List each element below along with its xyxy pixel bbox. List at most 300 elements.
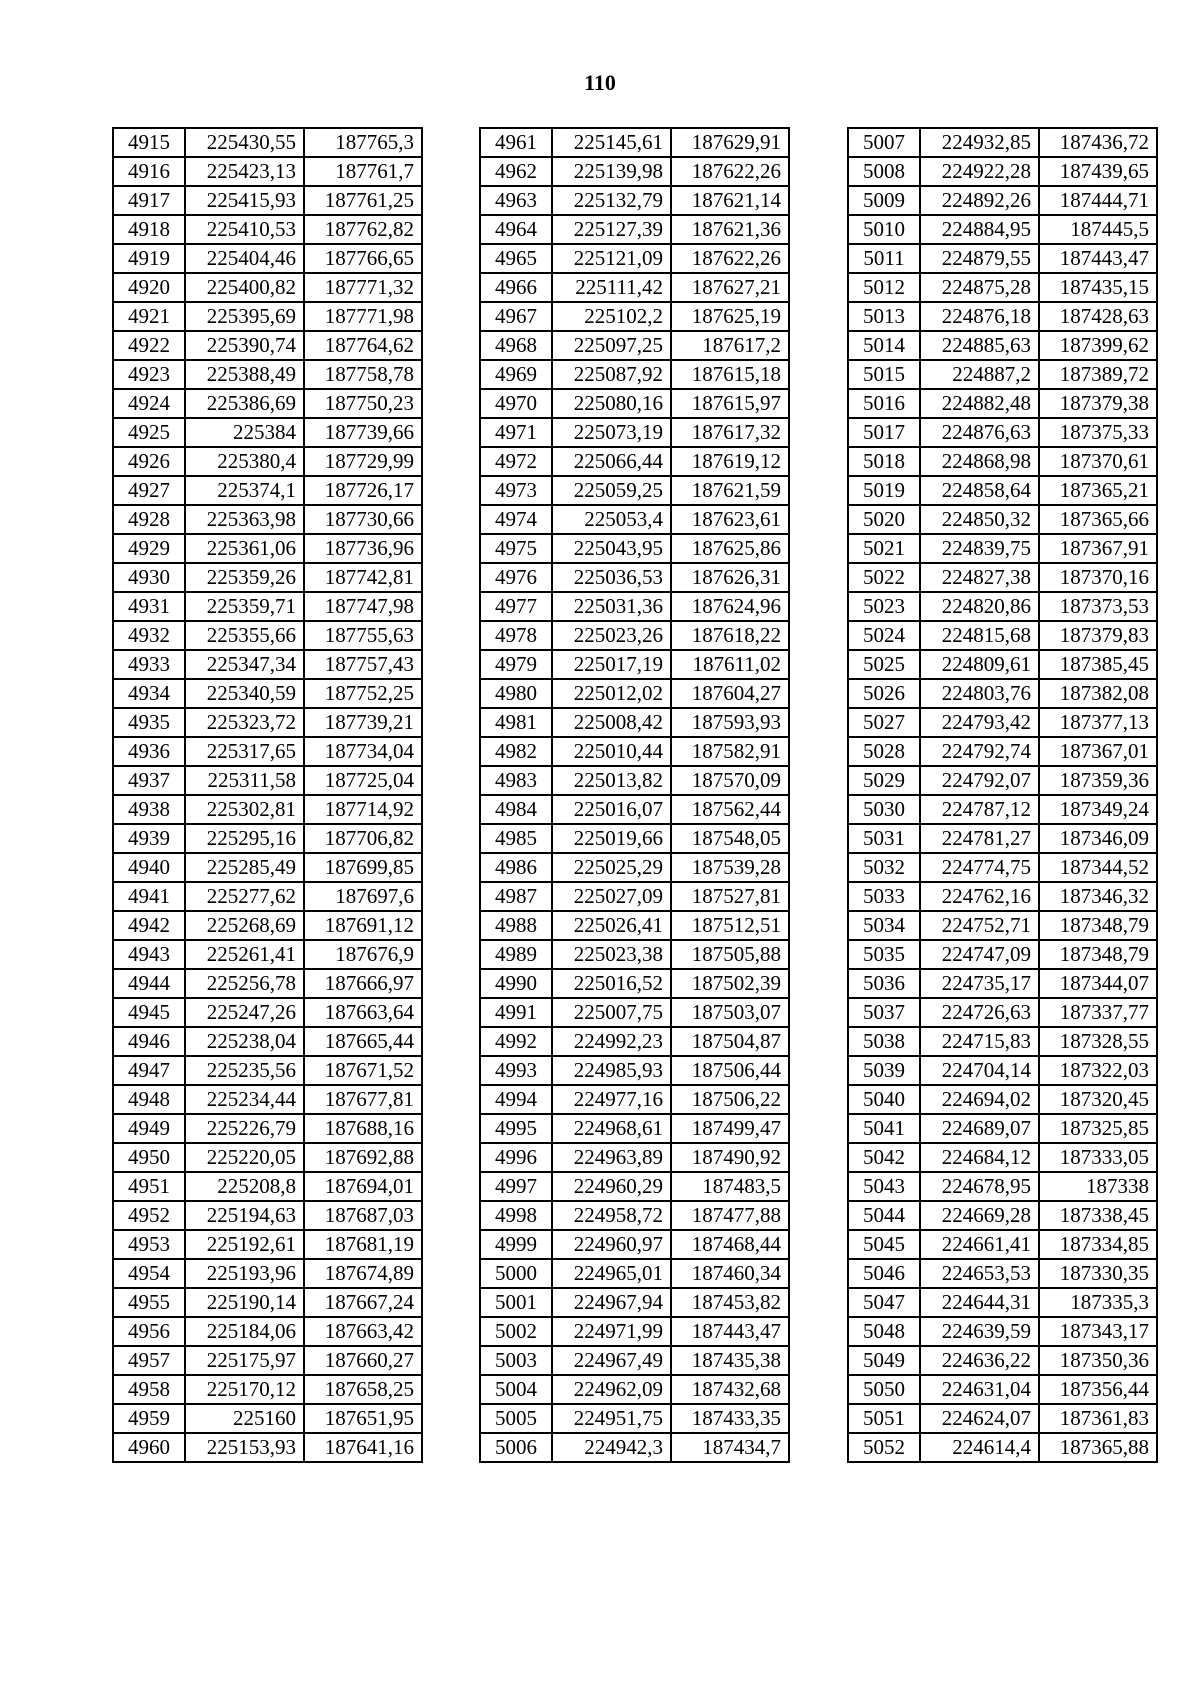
x-coordinate-cell: 225097,25 [552,331,671,360]
x-coordinate-cell: 224960,29 [552,1172,671,1201]
x-coordinate-cell: 225111,42 [552,273,671,302]
y-coordinate-cell: 187622,26 [671,244,789,273]
table-row [848,273,1157,302]
y-coordinate-cell: 187499,47 [671,1114,789,1143]
table-row [848,1317,1157,1346]
table-row [848,360,1157,389]
y-coordinate-cell: 187625,19 [671,302,789,331]
y-coordinate-cell: 187365,88 [1039,1433,1157,1462]
point-number-cell: 4917 [113,186,185,215]
point-number-cell: 5043 [848,1172,920,1201]
y-coordinate-cell: 187539,28 [671,853,789,882]
table-row [480,1027,789,1056]
point-number-cell: 4953 [113,1230,185,1259]
x-coordinate-cell: 225256,78 [185,969,304,998]
x-coordinate-cell: 225340,59 [185,679,304,708]
x-coordinate-cell: 224704,14 [920,1056,1039,1085]
point-number-cell: 5032 [848,853,920,882]
table-row [480,1230,789,1259]
x-coordinate-cell: 225359,71 [185,592,304,621]
table-row [113,215,422,244]
table-row [113,911,422,940]
point-number-cell: 4940 [113,853,185,882]
point-number-cell: 5005 [480,1404,552,1433]
table-row [480,766,789,795]
y-coordinate-cell: 187359,36 [1039,766,1157,795]
point-number-cell: 4927 [113,476,185,505]
point-number-cell: 5011 [848,244,920,273]
table-row [848,1143,1157,1172]
point-number-cell: 4997 [480,1172,552,1201]
point-number-cell: 4970 [480,389,552,418]
x-coordinate-cell: 225317,65 [185,737,304,766]
x-coordinate-cell: 224653,53 [920,1259,1039,1288]
y-coordinate-cell: 187435,38 [671,1346,789,1375]
point-number-cell: 4947 [113,1056,185,1085]
x-coordinate-cell: 225194,63 [185,1201,304,1230]
table-row [113,273,422,302]
point-number-cell: 4934 [113,679,185,708]
point-number-cell: 4968 [480,331,552,360]
x-coordinate-cell: 225380,4 [185,447,304,476]
table-row [113,1143,422,1172]
point-number-cell: 4915 [113,128,185,157]
point-number-cell: 4996 [480,1143,552,1172]
y-coordinate-cell: 187328,55 [1039,1027,1157,1056]
x-coordinate-cell: 225139,98 [552,157,671,186]
x-coordinate-cell: 225026,41 [552,911,671,940]
x-coordinate-cell: 225386,69 [185,389,304,418]
point-number-cell: 5030 [848,795,920,824]
table-row [480,1201,789,1230]
x-coordinate-cell: 225013,82 [552,766,671,795]
y-coordinate-cell: 187346,09 [1039,824,1157,853]
x-coordinate-cell: 225036,53 [552,563,671,592]
table-row [113,1027,422,1056]
y-coordinate-cell: 187758,78 [304,360,422,389]
y-coordinate-cell: 187726,17 [304,476,422,505]
x-coordinate-cell: 225415,93 [185,186,304,215]
table-row [480,998,789,1027]
table-row [480,534,789,563]
x-coordinate-cell: 225087,92 [552,360,671,389]
table-row [848,766,1157,795]
table-row [848,650,1157,679]
y-coordinate-cell: 187617,32 [671,418,789,447]
table-row [113,969,422,998]
y-coordinate-cell: 187681,19 [304,1230,422,1259]
point-number-cell: 5019 [848,476,920,505]
x-coordinate-cell: 224787,12 [920,795,1039,824]
point-number-cell: 5047 [848,1288,920,1317]
x-coordinate-cell: 225311,58 [185,766,304,795]
y-coordinate-cell: 187346,32 [1039,882,1157,911]
table-row [848,476,1157,505]
y-coordinate-cell: 187483,5 [671,1172,789,1201]
table-row [848,331,1157,360]
x-coordinate-cell: 224951,75 [552,1404,671,1433]
point-number-cell: 5027 [848,708,920,737]
point-number-cell: 4984 [480,795,552,824]
x-coordinate-cell: 225400,82 [185,273,304,302]
y-coordinate-cell: 187641,16 [304,1433,422,1462]
point-number-cell: 4960 [113,1433,185,1462]
point-number-cell: 4941 [113,882,185,911]
y-coordinate-cell: 187771,98 [304,302,422,331]
y-coordinate-cell: 187435,15 [1039,273,1157,302]
y-coordinate-cell: 187752,25 [304,679,422,708]
y-coordinate-cell: 187593,93 [671,708,789,737]
point-number-cell: 4959 [113,1404,185,1433]
point-number-cell: 4921 [113,302,185,331]
table-row [848,708,1157,737]
point-number-cell: 4987 [480,882,552,911]
point-number-cell: 5042 [848,1143,920,1172]
table-row [848,882,1157,911]
x-coordinate-cell: 225235,56 [185,1056,304,1085]
x-coordinate-cell: 225404,46 [185,244,304,273]
table-row [848,186,1157,215]
point-number-cell: 4932 [113,621,185,650]
table-row [480,737,789,766]
x-coordinate-cell: 224985,93 [552,1056,671,1085]
x-coordinate-cell: 224868,98 [920,447,1039,476]
table-row [480,1143,789,1172]
point-number-cell: 5007 [848,128,920,157]
x-coordinate-cell: 224792,74 [920,737,1039,766]
x-coordinate-cell: 224968,61 [552,1114,671,1143]
x-coordinate-cell: 225023,38 [552,940,671,969]
y-coordinate-cell: 187337,77 [1039,998,1157,1027]
y-coordinate-cell: 187377,13 [1039,708,1157,737]
table-row [113,505,422,534]
point-number-cell: 4930 [113,563,185,592]
point-number-cell: 5017 [848,418,920,447]
table-row [480,1172,789,1201]
point-number-cell: 5029 [848,766,920,795]
table-row [848,389,1157,418]
y-coordinate-cell: 187477,88 [671,1201,789,1230]
table-row [113,708,422,737]
point-number-cell: 5039 [848,1056,920,1085]
table-row [113,940,422,969]
table-row [113,1114,422,1143]
point-number-cell: 5003 [480,1346,552,1375]
point-number-cell: 4981 [480,708,552,737]
point-number-cell: 5020 [848,505,920,534]
coordinates-table-2 [479,127,790,1463]
y-coordinate-cell: 187750,23 [304,389,422,418]
y-coordinate-cell: 187505,88 [671,940,789,969]
table-row [848,1375,1157,1404]
y-coordinate-cell: 187434,7 [671,1433,789,1462]
y-coordinate-cell: 187734,04 [304,737,422,766]
point-number-cell: 4944 [113,969,185,998]
table-row [113,1172,422,1201]
point-number-cell: 4978 [480,621,552,650]
x-coordinate-cell: 225226,79 [185,1114,304,1143]
x-coordinate-cell: 225016,07 [552,795,671,824]
point-number-cell: 5022 [848,563,920,592]
point-number-cell: 4961 [480,128,552,157]
x-coordinate-cell: 225007,75 [552,998,671,1027]
x-coordinate-cell: 225361,06 [185,534,304,563]
table-row [480,1433,789,1462]
table-row [848,1230,1157,1259]
point-number-cell: 5052 [848,1433,920,1462]
table-row [848,969,1157,998]
x-coordinate-cell: 224639,59 [920,1317,1039,1346]
point-number-cell: 4928 [113,505,185,534]
x-coordinate-cell: 224644,31 [920,1288,1039,1317]
x-coordinate-cell: 224803,76 [920,679,1039,708]
x-coordinate-cell: 224876,18 [920,302,1039,331]
y-coordinate-cell: 187361,83 [1039,1404,1157,1433]
table-row [113,1259,422,1288]
table-row [848,302,1157,331]
point-number-cell: 5012 [848,273,920,302]
y-coordinate-cell: 187506,22 [671,1085,789,1114]
table-row [480,476,789,505]
table-row [113,360,422,389]
point-number-cell: 5001 [480,1288,552,1317]
x-coordinate-cell: 224636,22 [920,1346,1039,1375]
point-number-cell: 4994 [480,1085,552,1114]
table-row [480,1288,789,1317]
table-row [113,766,422,795]
point-number-cell: 4950 [113,1143,185,1172]
point-number-cell: 4965 [480,244,552,273]
table-row [113,795,422,824]
x-coordinate-cell: 225153,93 [185,1433,304,1462]
y-coordinate-cell: 187548,05 [671,824,789,853]
point-number-cell: 4966 [480,273,552,302]
x-coordinate-cell: 225277,62 [185,882,304,911]
x-coordinate-cell: 224858,64 [920,476,1039,505]
table-row [480,1375,789,1404]
table-row [480,1259,789,1288]
y-coordinate-cell: 187739,66 [304,418,422,447]
table-row [848,592,1157,621]
point-number-cell: 4969 [480,360,552,389]
point-number-cell: 4998 [480,1201,552,1230]
x-coordinate-cell: 224922,28 [920,157,1039,186]
point-number-cell: 5016 [848,389,920,418]
point-number-cell: 4919 [113,244,185,273]
point-number-cell: 4929 [113,534,185,563]
table-row [113,737,422,766]
x-coordinate-cell: 224892,26 [920,186,1039,215]
y-coordinate-cell: 187445,5 [1039,215,1157,244]
x-coordinate-cell: 225355,66 [185,621,304,650]
y-coordinate-cell: 187694,01 [304,1172,422,1201]
point-number-cell: 4999 [480,1230,552,1259]
x-coordinate-cell: 224965,01 [552,1259,671,1288]
y-coordinate-cell: 187502,39 [671,969,789,998]
y-coordinate-cell: 187736,96 [304,534,422,563]
point-number-cell: 4945 [113,998,185,1027]
x-coordinate-cell: 224631,04 [920,1375,1039,1404]
point-number-cell: 4989 [480,940,552,969]
x-coordinate-cell: 224684,12 [920,1143,1039,1172]
y-coordinate-cell: 187348,79 [1039,940,1157,969]
y-coordinate-cell: 187367,91 [1039,534,1157,563]
y-coordinate-cell: 187582,91 [671,737,789,766]
point-number-cell: 5028 [848,737,920,766]
point-number-cell: 5035 [848,940,920,969]
table-row [113,1375,422,1404]
x-coordinate-cell: 224839,75 [920,534,1039,563]
table-row [480,708,789,737]
point-number-cell: 4995 [480,1114,552,1143]
y-coordinate-cell: 187365,66 [1039,505,1157,534]
table-row [480,157,789,186]
table-row [848,1288,1157,1317]
point-number-cell: 4973 [480,476,552,505]
table-row [480,418,789,447]
table-row [480,592,789,621]
x-coordinate-cell: 224694,02 [920,1085,1039,1114]
point-number-cell: 4955 [113,1288,185,1317]
y-coordinate-cell: 187729,99 [304,447,422,476]
y-coordinate-cell: 187344,07 [1039,969,1157,998]
y-coordinate-cell: 187619,12 [671,447,789,476]
x-coordinate-cell: 224932,85 [920,128,1039,157]
point-number-cell: 4946 [113,1027,185,1056]
x-coordinate-cell: 224762,16 [920,882,1039,911]
x-coordinate-cell: 224882,48 [920,389,1039,418]
x-coordinate-cell: 225066,44 [552,447,671,476]
y-coordinate-cell: 187688,16 [304,1114,422,1143]
x-coordinate-cell: 225247,26 [185,998,304,1027]
x-coordinate-cell: 225390,74 [185,331,304,360]
y-coordinate-cell: 187460,34 [671,1259,789,1288]
x-coordinate-cell: 224678,95 [920,1172,1039,1201]
point-number-cell: 4958 [113,1375,185,1404]
table-row [848,1201,1157,1230]
point-number-cell: 4933 [113,650,185,679]
point-number-cell: 4988 [480,911,552,940]
point-number-cell: 4971 [480,418,552,447]
table-row [113,186,422,215]
x-coordinate-cell: 225347,34 [185,650,304,679]
x-coordinate-cell: 225193,96 [185,1259,304,1288]
x-coordinate-cell: 224781,27 [920,824,1039,853]
table-row [113,1085,422,1114]
y-coordinate-cell: 187627,21 [671,273,789,302]
table-row [113,1201,422,1230]
x-coordinate-cell: 225025,29 [552,853,671,882]
x-coordinate-cell: 224879,55 [920,244,1039,273]
x-coordinate-cell: 225012,02 [552,679,671,708]
y-coordinate-cell: 187621,14 [671,186,789,215]
y-coordinate-cell: 187379,83 [1039,621,1157,650]
x-coordinate-cell: 225220,05 [185,1143,304,1172]
x-coordinate-cell: 225132,79 [552,186,671,215]
table-row [113,1404,422,1433]
table-row [480,650,789,679]
y-coordinate-cell: 187333,05 [1039,1143,1157,1172]
y-coordinate-cell: 187626,31 [671,563,789,592]
table-row [848,157,1157,186]
x-coordinate-cell: 224977,16 [552,1085,671,1114]
x-coordinate-cell: 225285,49 [185,853,304,882]
y-coordinate-cell: 187618,22 [671,621,789,650]
table-row [113,650,422,679]
table-row [113,621,422,650]
table-row [113,882,422,911]
x-coordinate-cell: 225175,97 [185,1346,304,1375]
point-number-cell: 4967 [480,302,552,331]
table-row [480,1114,789,1143]
point-number-cell: 4957 [113,1346,185,1375]
x-coordinate-cell: 225010,44 [552,737,671,766]
y-coordinate-cell: 187436,72 [1039,128,1157,157]
table-row [480,1346,789,1375]
x-coordinate-cell: 224992,23 [552,1027,671,1056]
table-row [848,1114,1157,1143]
x-coordinate-cell: 225031,36 [552,592,671,621]
y-coordinate-cell: 187761,7 [304,157,422,186]
y-coordinate-cell: 187615,18 [671,360,789,389]
x-coordinate-cell: 225208,8 [185,1172,304,1201]
x-coordinate-cell: 225145,61 [552,128,671,157]
table-row [113,563,422,592]
y-coordinate-cell: 187755,63 [304,621,422,650]
y-coordinate-cell: 187382,08 [1039,679,1157,708]
point-number-cell: 5041 [848,1114,920,1143]
y-coordinate-cell: 187512,51 [671,911,789,940]
x-coordinate-cell: 225080,16 [552,389,671,418]
point-number-cell: 5014 [848,331,920,360]
point-number-cell: 5044 [848,1201,920,1230]
point-number-cell: 5023 [848,592,920,621]
x-coordinate-cell: 224793,42 [920,708,1039,737]
point-number-cell: 4925 [113,418,185,447]
table-row [113,853,422,882]
point-number-cell: 5002 [480,1317,552,1346]
y-coordinate-cell: 187322,03 [1039,1056,1157,1085]
y-coordinate-cell: 187714,92 [304,795,422,824]
y-coordinate-cell: 187663,64 [304,998,422,1027]
y-coordinate-cell: 187527,81 [671,882,789,911]
x-coordinate-cell: 225302,81 [185,795,304,824]
table-row [848,505,1157,534]
point-number-cell: 5010 [848,215,920,244]
point-number-cell: 4983 [480,766,552,795]
x-coordinate-cell: 225363,98 [185,505,304,534]
y-coordinate-cell: 187766,65 [304,244,422,273]
y-coordinate-cell: 187370,61 [1039,447,1157,476]
point-number-cell: 5024 [848,621,920,650]
x-coordinate-cell: 224809,61 [920,650,1039,679]
table-row [480,882,789,911]
point-number-cell: 4963 [480,186,552,215]
y-coordinate-cell: 187348,79 [1039,911,1157,940]
point-number-cell: 5049 [848,1346,920,1375]
table-row [480,331,789,360]
y-coordinate-cell: 187691,12 [304,911,422,940]
x-coordinate-cell: 224875,28 [920,273,1039,302]
table-row [113,534,422,563]
point-number-cell: 4962 [480,157,552,186]
x-coordinate-cell: 224960,97 [552,1230,671,1259]
y-coordinate-cell: 187617,2 [671,331,789,360]
point-number-cell: 4918 [113,215,185,244]
point-number-cell: 5050 [848,1375,920,1404]
x-coordinate-cell: 225043,95 [552,534,671,563]
y-coordinate-cell: 187444,71 [1039,186,1157,215]
